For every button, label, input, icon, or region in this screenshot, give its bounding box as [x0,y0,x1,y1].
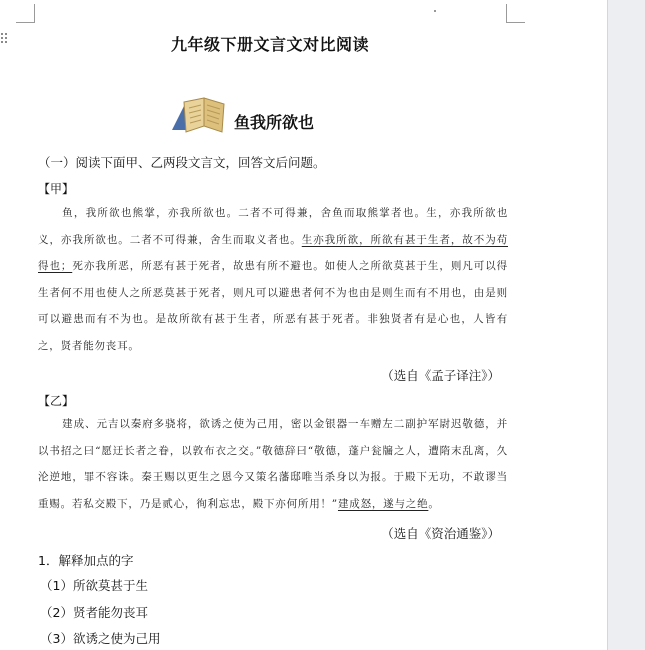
window-gutter [607,0,645,650]
question-heading: 1．解释加点的字 [38,553,134,568]
margin-dot [434,10,436,12]
passage-a-label: 【甲】 [38,182,75,196]
question-item: （1）所欲莫甚于生 [40,578,148,593]
passage-b-label: 【乙】 [38,394,75,408]
question-item: （3）欲诱之使为己用 [40,631,161,646]
passage-b-text [38,411,508,517]
reading-instruction: （一）阅读下面甲、乙两段文言文，回答文后问题。 [38,155,326,170]
document-title: 九年级下册文言文对比阅读 [170,35,369,54]
margin-corner-mark [16,4,35,23]
lesson-title: 鱼我所欲也 [234,113,315,132]
passage-b-underlined-sentence: 建成怒，遂与之绝 [337,497,429,510]
open-book-icon [170,96,228,134]
margin-corner-mark [506,4,525,23]
passage-b-text-end: 。 [428,497,440,510]
question-item: （2）贤者能勿丧耳 [40,605,148,620]
passage-a-text-end: 死亦我所恶，所恶有甚于死者，故患有所不避也。如使人之所欲莫甚于生，则凡可以得生者何不用也使人之所恶莫甚于死者，则凡可以避患者何不为也由是则生而有不用也，由是则可以避患而有不为也。是故所欲有甚于生者，所恶有甚于死者。非独贤者有是心也，人皆有之，贤者能勿丧耳。 [38,260,508,352]
passage-b-source: （选自《资治通鉴》） [381,526,500,541]
passage-b-text-start: 建成、元吉以秦府多骁将，欲诱之使为己用，密以金银器一车赠左二副护军尉迟敬德，并以书招之曰“愿迂长者之眷，以敦布衣之交。”敬德辞曰“敬德，蓬户瓮牖之人，遭隋末乱离，久沦逆地，罪不容诛。秦王赐以更生之恩今又策名藩邸唯当杀身以为报。于殿下无功，不敢谬当重赐。若私交殿下，乃是贰心，徇利忘忠，殿下亦何所用！” [38,418,508,510]
passage-a-underlined-sentence: 生亦我所欲，所欲有甚于生者，故不为苟得也； [38,233,508,273]
passage-a-text-start: 鱼，我所欲也熊掌，亦我所欲也。二者不可得兼，舍鱼而取熊掌者也。生，亦我所欲也义，亦我所欲也。二者不可得兼，舍生而取义者也。 [38,207,508,246]
passage-a-source: （选自《孟子译注》） [381,368,500,383]
passage-a-text [38,200,508,360]
